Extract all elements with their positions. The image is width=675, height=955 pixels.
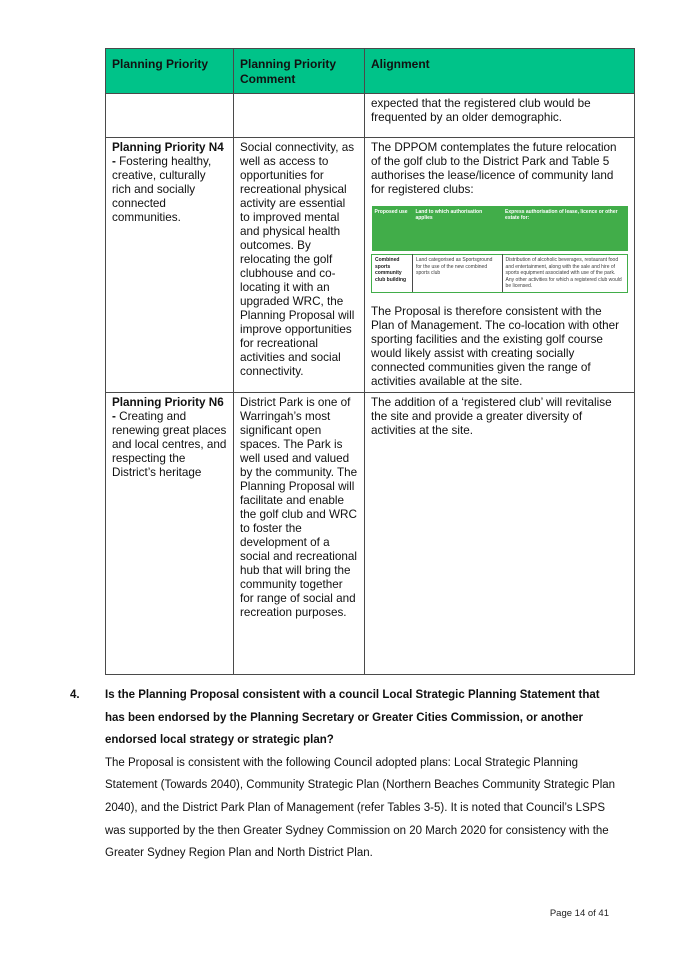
- header-planning-priority-comment: Planning Priority Comment: [234, 49, 365, 94]
- header-alignment: Alignment: [365, 49, 635, 94]
- cell-comment-n4: Social connectivity, as well as access to opportunities for recreational physical activity are essential to improved mental and physical health outcomes. By relocating the golf clubhouse and co-locating it with an upgraded WRC, the Planning Proposal will improve opportunities for recreational activities and social connectivity.: [234, 138, 365, 393]
- page-number: Page 14 of 41: [549, 908, 609, 919]
- lease-authorisation-table: [371, 206, 628, 293]
- table-row-n4: [106, 138, 635, 393]
- answer-text: The Proposal is consistent with the following Council adopted plans: Local Strategic Planning Statement (Towards 2040), Community Strategic Plan (Northern Beaches Community Strategic Plan 2040), and the District Park Plan of Management (refer Tables 3-5). It is noted that Council’s LSPS was supported by the then Greater Sydney Commission on 20 March 2020 for consistency with the Greater Sydney Region Plan and North District Plan.: [105, 756, 616, 860]
- question-number: 4.: [70, 689, 80, 701]
- mini-cell-land: Land categorised as Sportsground for the use of the new combined sports club: [412, 254, 502, 293]
- question-text: Is the Planning Proposal consistent with a council Local Strategic Planning Statement that has been endorsed by the Planning Secretary or Greater Cities Commission, or another endorsed local strategy or strategic plan?: [105, 689, 600, 747]
- mini-table-header-row: [372, 206, 628, 251]
- mini-cell-authorisation: Distribution of alcoholic beverages, restaurant food and entertainment, along with the sale and hire of sports equipment associated with use of the park. Any other activities for which a registered club would be licensed.: [502, 254, 627, 293]
- priority-n4-desc: Fostering healthy, creative, culturally rich and socially connected communities.: [112, 155, 212, 224]
- table-row-continuation: [106, 94, 635, 138]
- mini-table-body-row: [372, 254, 628, 293]
- cell-comment-n6: District Park is one of Warringah’s most significant open spaces. The Park is well used and valued by the community. The Planning Proposal will facilitate and enable the golf club and WRC to foster the development of a social and recreational hub that will bring the community together for range of social and recreation purposes.: [234, 393, 365, 675]
- alignment-n4-outro: The Proposal is therefore consistent with the Plan of Management. The co-location with other sporting facilities and the existing golf course would likely assist with creating socially connected communities given the range of activities available at the site.: [371, 305, 619, 388]
- mini-header-proposed-use: Proposed use: [372, 206, 413, 251]
- alignment-n4-intro: The DPPOM contemplates the future relocation of the golf club to the District Park and Table 5 authorises the lease/licence of community land for registered clubs:: [371, 141, 617, 196]
- cell-priority-n6: [106, 393, 234, 675]
- header-planning-priority: Planning Priority: [106, 49, 234, 94]
- mini-header-express-authorisation: Express authorisation of lease, licence or other estate for:: [502, 206, 627, 251]
- cell-comment-empty: [234, 94, 365, 138]
- mini-cell-proposed-use: Combined sports community club building: [372, 254, 413, 293]
- question-4-section: [70, 684, 616, 865]
- planning-priority-table: [105, 48, 635, 675]
- cell-alignment-n4: [365, 138, 635, 393]
- priority-n6-title: Planning Priority N6 -: [112, 396, 224, 423]
- priority-n4-title: Planning Priority N4 -: [112, 141, 224, 168]
- cell-alignment-n6: The addition of a ‘registered club’ will revitalise the site and provide a greater diversity of activities at the site.: [365, 393, 635, 675]
- cell-priority-n4: [106, 138, 234, 393]
- priority-n6-desc: Creating and renewing great places and local centres, and respecting the District’s heritage: [112, 410, 227, 479]
- question-content: [105, 684, 616, 865]
- cell-priority-empty: [106, 94, 234, 138]
- mini-header-land: Land to which authorisation applies: [412, 206, 502, 251]
- table-row-n6: [106, 393, 635, 675]
- table-header-row: [106, 49, 635, 94]
- cell-alignment-continuation: expected that the registered club would be frequented by an older demographic.: [365, 94, 635, 138]
